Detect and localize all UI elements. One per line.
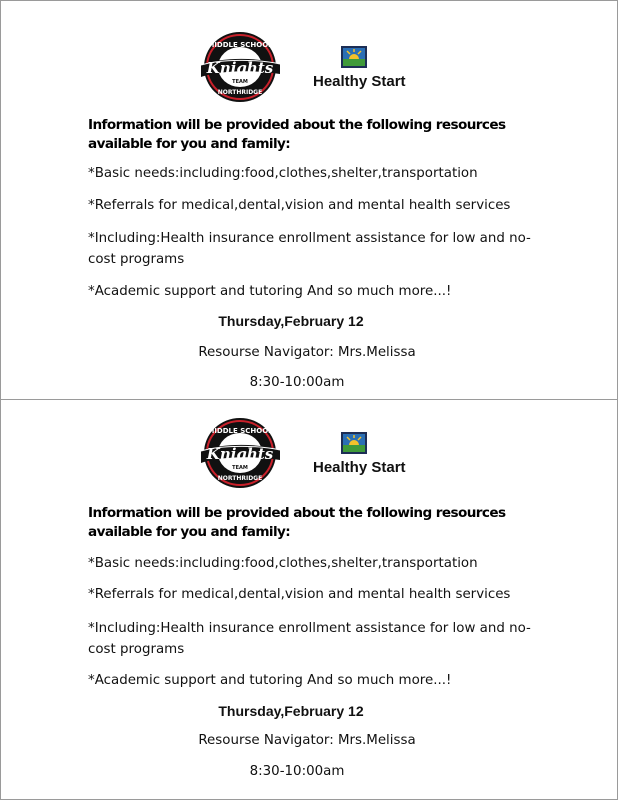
healthy-start-logo-icon — [341, 46, 367, 68]
event-date: Thursday,February 12 — [218, 703, 364, 719]
list-item: *Including:Health insurance enrollment assistance for low and no-cost programs — [88, 231, 531, 267]
logo-arc-top: MIDDLE SCHOOL — [207, 41, 273, 49]
event-time: 8:30-10:00am — [249, 375, 345, 390]
event-date-row — [0, 703, 618, 719]
list-item: *Academic support and tutoring And so much more...! — [88, 284, 452, 299]
time-row — [0, 375, 618, 390]
logo-team: TEAM — [232, 79, 248, 85]
healthy-start-label: Healthy Start — [313, 73, 406, 90]
event-time: 8:30-10:00am — [249, 764, 345, 779]
knights-logo — [196, 417, 284, 489]
intro-heading: Information will be provided about the following resources available for you and family: — [88, 505, 506, 540]
healthy-start-logo-icon — [341, 432, 367, 454]
logo-script: Knights — [206, 59, 274, 77]
flyer-top — [0, 0, 618, 398]
list-item: *Basic needs:including:food,clothes,shelter,transportation — [88, 556, 478, 571]
event-date: Thursday,February 12 — [218, 313, 364, 329]
list-item: *Including:Health insurance enrollment assistance for low and no-cost programs — [88, 621, 531, 657]
knights-logo — [196, 31, 284, 103]
intro-heading: Information will be provided about the following resources available for you and family: — [88, 117, 506, 152]
logo-team: TEAM — [232, 465, 248, 471]
logo-script: Knights — [206, 445, 274, 463]
healthy-start-label: Healthy Start — [313, 459, 406, 476]
list-item: *Referrals for medical,dental,vision and mental health services — [88, 587, 511, 602]
list-item: *Basic needs:including:food,clothes,shelter,transportation — [88, 166, 478, 181]
list-item: *Referrals for medical,dental,vision and mental health services — [88, 198, 511, 213]
navigator-name: Resourse Navigator: Mrs.Melissa — [198, 733, 416, 748]
logo-arc-bottom: NORTHRIDGE — [217, 89, 263, 96]
navigator-row — [0, 345, 618, 360]
logo-arc-bottom: NORTHRIDGE — [217, 475, 263, 482]
navigator-row — [0, 733, 618, 748]
logo-arc-top: MIDDLE SCHOOL — [207, 427, 273, 435]
navigator-name: Resourse Navigator: Mrs.Melissa — [198, 345, 416, 360]
list-item: *Academic support and tutoring And so much more...! — [88, 673, 452, 688]
event-date-row — [0, 313, 618, 329]
time-row — [0, 764, 618, 779]
flyer-bottom — [0, 400, 618, 798]
